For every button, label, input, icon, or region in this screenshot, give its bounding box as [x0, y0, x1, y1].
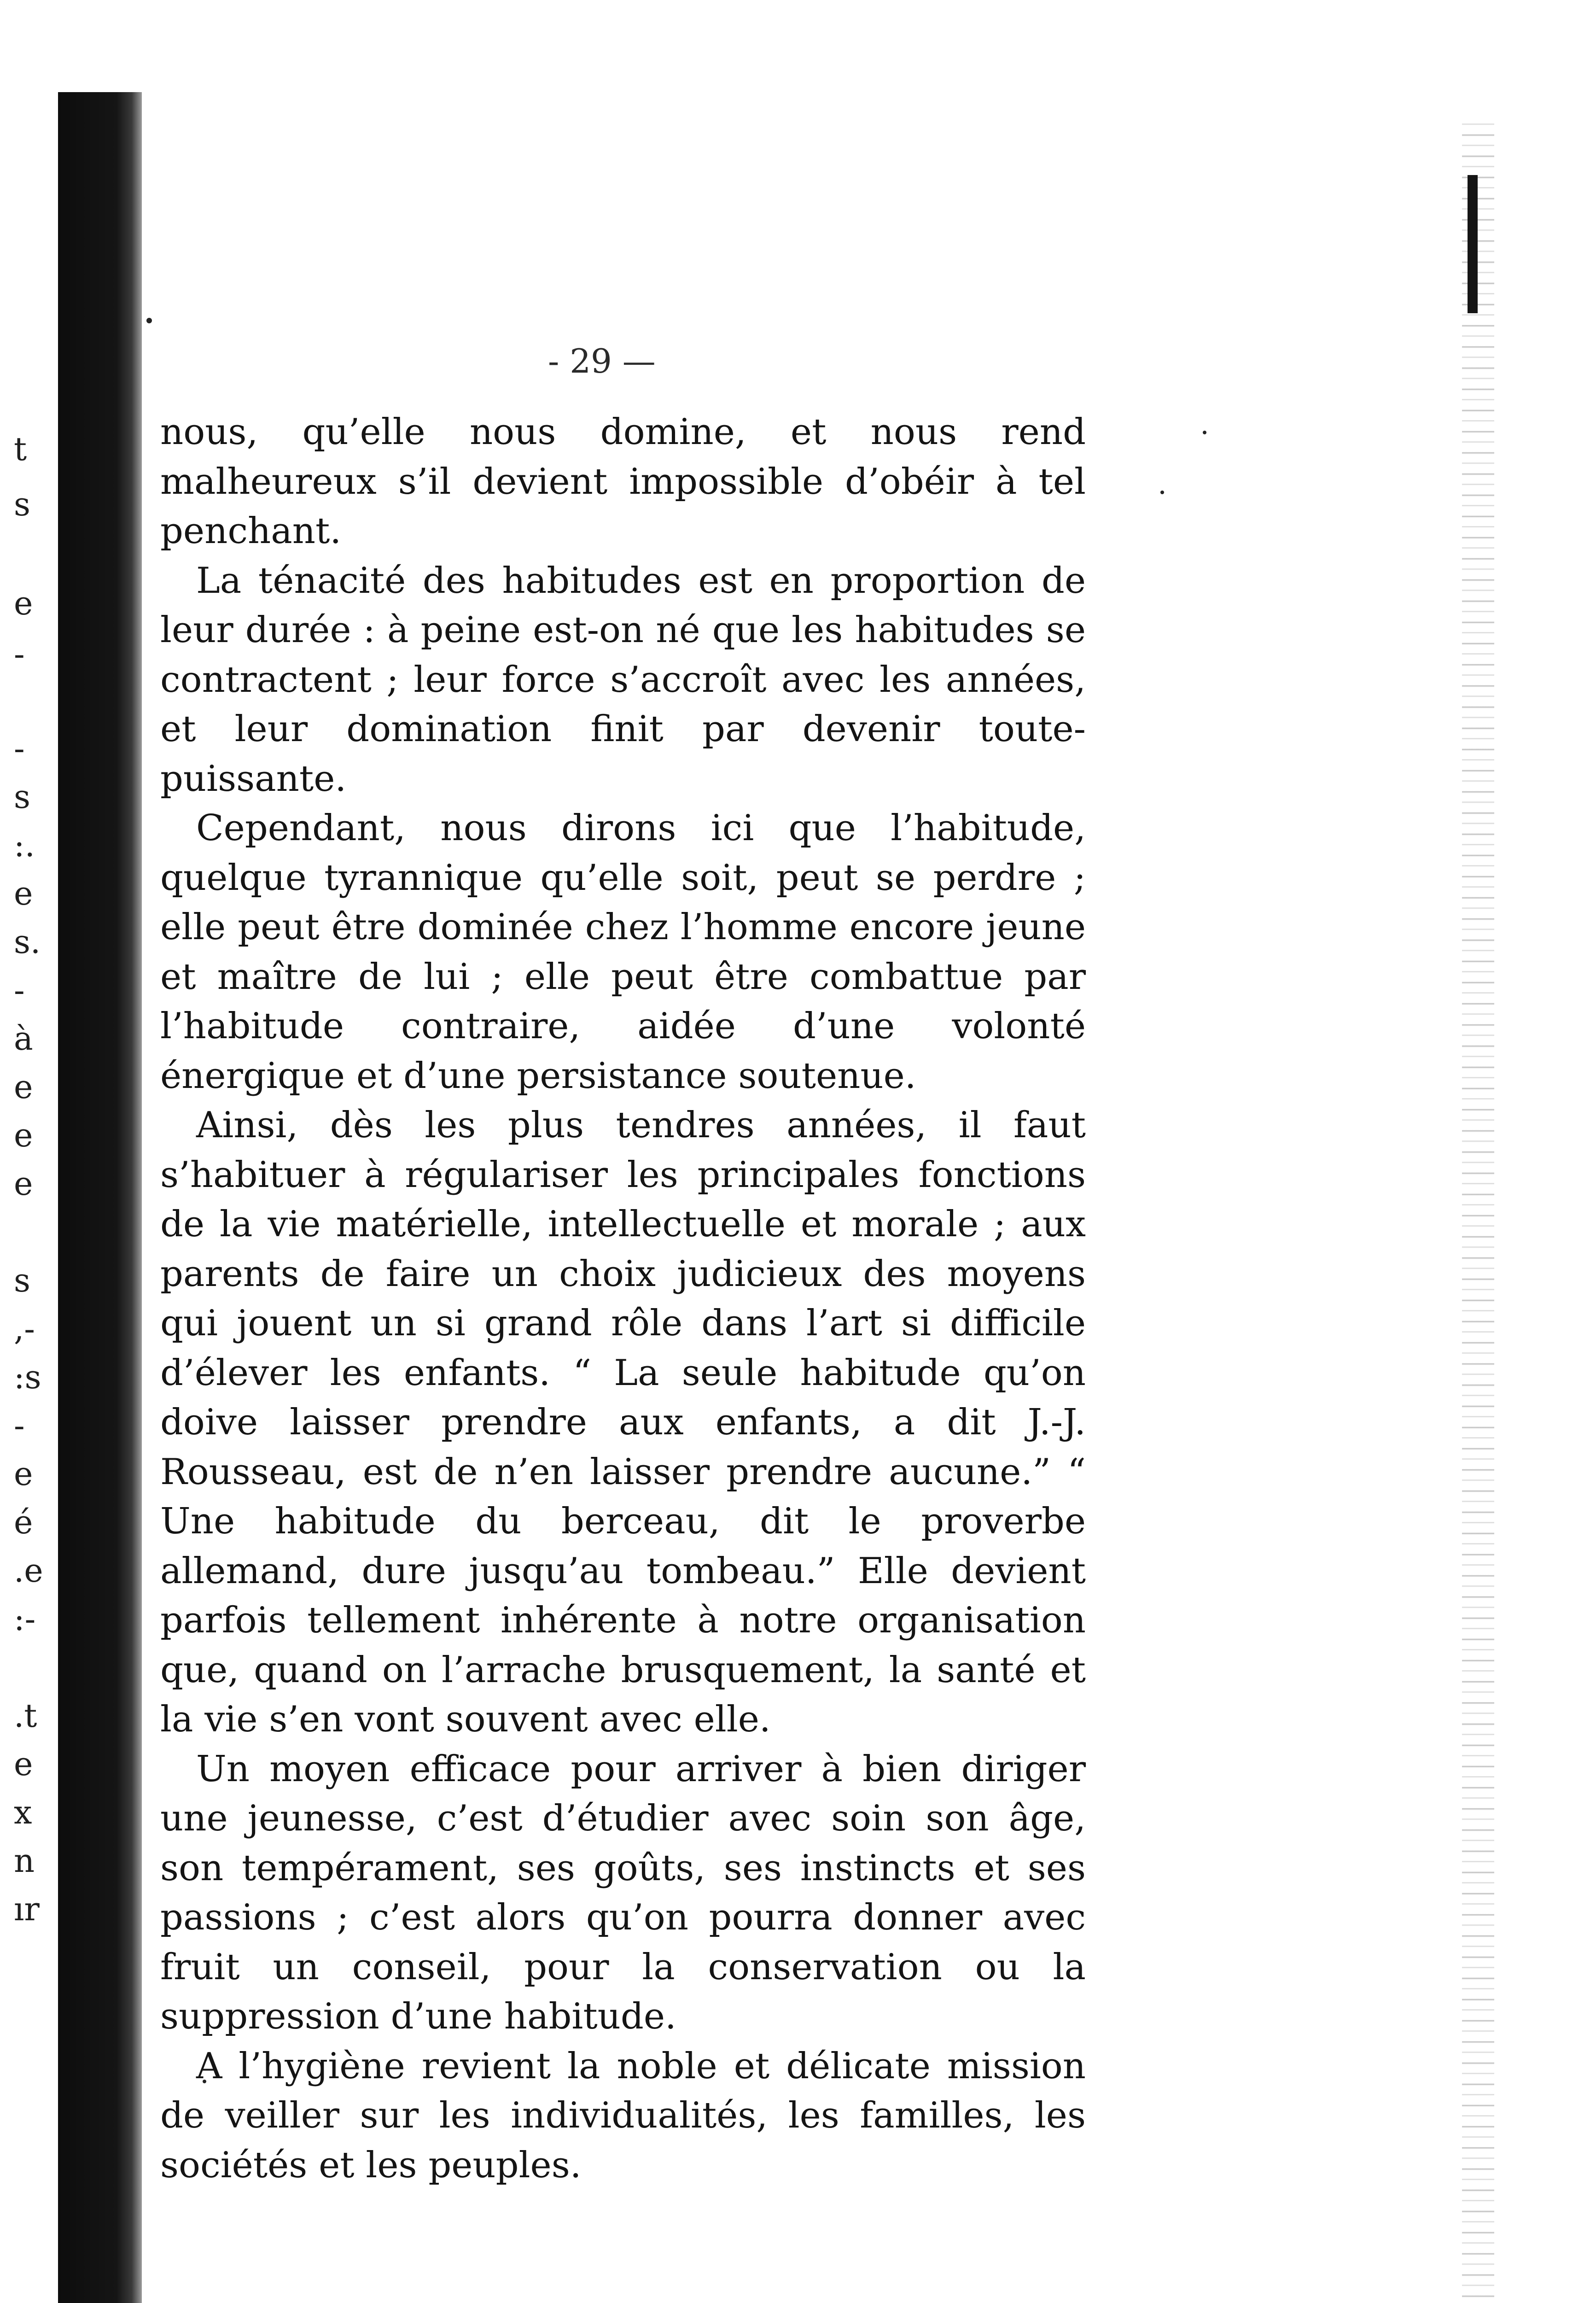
bleed-letter: e: [14, 585, 33, 622]
bleed-letter: t: [14, 430, 27, 468]
bleed-letter: s: [14, 778, 30, 816]
bleed-letter: :s: [14, 1358, 41, 1396]
bleed-letter: x: [14, 1794, 32, 1831]
bleed-letter: :.: [14, 826, 35, 864]
paragraph: Un moyen efficace pour arriver à bien diriger une jeunesse, c’est d’étudier avec soin son âge, son tempérament, ses goûts, ses instincts et ses passions ; c’est alors qu’on pourra donner avec fruit un conseil, pour la conservation ou la suppression d’une habitude.: [160, 1748, 1086, 2037]
bleed-letter: e: [14, 1068, 33, 1106]
bleed-letter: -: [14, 635, 25, 673]
bleed-letter: -: [14, 730, 25, 767]
facing-page-bleed-through: [0, 0, 58, 2303]
bleed-letter: .t: [14, 1697, 37, 1735]
paragraph: La ténacité des habitudes est en proportion de leur durée : à peine est-on né que les habitudes se contractent ; leur force s’accroît avec les années, et leur domination finit par devenir toute-puissante.: [160, 560, 1086, 800]
bleed-letter: .e: [14, 1552, 43, 1590]
paragraph: Cependant, nous dirons ici que l’habitude, quelque tyrannique qu’elle soit, peut se perdre ; elle peut être dominée chez l’homme encore jeune et maître de lui ; elle peut être combattue par l’habitude contraire, aidée d’une volonté énergique et d’une persistance soutenue.: [160, 807, 1086, 1097]
binding-gutter-shadow: [58, 92, 142, 2303]
body-text: [160, 408, 1086, 2190]
bleed-letter: -: [14, 971, 25, 1009]
page-number: - 29 —: [548, 342, 656, 380]
bleed-letter: e: [14, 1165, 33, 1203]
bleed-letter: n: [14, 1842, 35, 1880]
bleed-letter: s.: [14, 923, 41, 961]
right-edge-mark: [1468, 175, 1478, 313]
right-edge-noise: [1462, 115, 1494, 2303]
bleed-letter: à: [14, 1020, 33, 1058]
bleed-letter: -: [14, 1407, 25, 1444]
bleed-letter: ,-: [14, 1310, 35, 1348]
paper-speck: [1203, 431, 1206, 434]
paragraph: Ainsi, dès les plus tendres années, il faut s’habituer à régulariser les principales fonctions de la vie matérielle, intellectuelle et morale ; aux parents de faire un choix judicieux des moyens qui jouent un si grand rôle dans l’art si difficile d’élever les enfants. “ La seule habitude qu’on doive laisser prendre aux enfants, a dit J.-J. Rousseau, est de n’en laisser prendre aucune.” “ Une habitude du berceau, dit le proverbe allemand, dure jusqu’au tombeau.” Elle devient parfois tellement inhérente à notre organisation que, quand on l’arrache brusquement, la santé et la vie s’en vont souvent avec elle.: [160, 1105, 1086, 1740]
paper-speck: [146, 318, 152, 323]
bleed-letter: :-: [14, 1600, 36, 1638]
bleed-letter: ır: [14, 1890, 40, 1928]
paper-speck: [1160, 491, 1164, 494]
bleed-letter: s: [14, 485, 30, 523]
paragraph: nous, qu’elle nous domine, et nous rend malheureux s’il devient impossible d’obéir à tel penchant.: [160, 411, 1086, 552]
bleed-letter: é: [14, 1503, 33, 1541]
bleed-letter: e: [14, 1116, 33, 1154]
bleed-letter: e: [14, 1455, 33, 1493]
bleed-letter: s: [14, 1262, 30, 1299]
paragraph: A l’hygiène revient la noble et délicate mission de veiller sur les individualités, les familles, les sociétés et les peuples.: [160, 2045, 1086, 2186]
bleed-letter: e: [14, 875, 33, 912]
bleed-letter: e: [14, 1745, 33, 1783]
